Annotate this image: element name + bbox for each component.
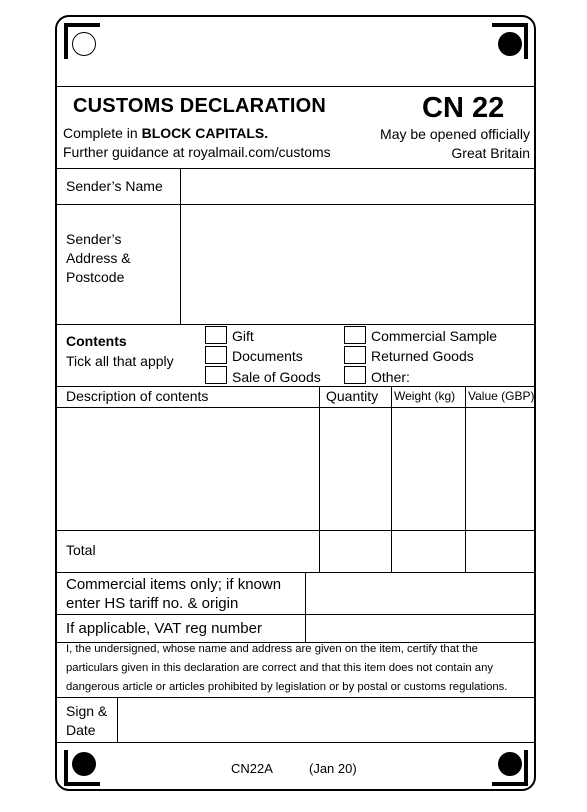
sale-of-goods-checkbox[interactable] [205, 366, 227, 384]
total-weight-field[interactable] [394, 533, 463, 570]
form-reference: CN22A [231, 761, 273, 776]
filled-circle-mark-icon [498, 752, 522, 776]
sender-name-field[interactable] [186, 170, 531, 202]
quantity-field[interactable] [322, 410, 389, 528]
hs-tariff-field[interactable] [308, 575, 534, 612]
other-option-label: Other: [371, 369, 410, 385]
description-column-header: Description of contents [66, 388, 209, 404]
description-field[interactable] [58, 410, 317, 528]
weight-field[interactable] [394, 410, 463, 528]
other-checkbox[interactable] [344, 366, 366, 384]
form-title: CUSTOMS DECLARATION [73, 95, 327, 117]
contents-label: Contents [66, 333, 127, 349]
gift-checkbox[interactable] [205, 326, 227, 344]
gift-option-label: Gift [232, 328, 254, 344]
vat-reg-label: If applicable, VAT reg number [66, 620, 262, 637]
commercial-sample-checkbox[interactable] [344, 326, 366, 344]
opened-officially-note: May be opened officially [380, 126, 530, 142]
sign-date-label: Sign & Date [66, 703, 108, 738]
hollow-circle-mark-icon [72, 32, 96, 56]
sale-of-goods-option-label: Sale of Goods [232, 369, 321, 385]
total-value-field[interactable] [468, 533, 534, 570]
guidance-url: Further guidance at royalmail.com/customs [63, 144, 331, 160]
origin-country: Great Britain [451, 145, 530, 161]
sender-name-label: Sender’s Name [66, 178, 163, 194]
documents-option-label: Documents [232, 348, 303, 364]
returned-goods-option-label: Returned Goods [371, 348, 474, 364]
form-edition: (Jan 20) [309, 761, 357, 776]
total-label: Total [66, 542, 96, 558]
commercial-sample-option-label: Commercial Sample [371, 328, 498, 344]
contents-hint: Tick all that apply [66, 353, 174, 369]
total-quantity-field[interactable] [322, 533, 389, 570]
sender-address-field[interactable] [186, 207, 531, 321]
value-field[interactable] [468, 410, 534, 528]
documents-checkbox[interactable] [205, 346, 227, 364]
hs-tariff-label: Commercial items only; if known enter HS tariff no. & origin [66, 576, 282, 612]
filled-circle-mark-icon [498, 32, 522, 56]
filled-circle-mark-icon [72, 752, 96, 776]
returned-goods-checkbox[interactable] [344, 346, 366, 364]
value-column-header: Value (GBP) [468, 389, 535, 403]
vat-reg-field[interactable] [308, 617, 534, 640]
signature-field[interactable] [121, 700, 534, 740]
form-code: CN 22 [422, 92, 505, 124]
block-capitals-instruction: Complete in BLOCK CAPITALS. [63, 125, 269, 141]
sender-address-label: Sender’s Address & Postcode [66, 231, 131, 285]
declaration-text: I, the undersigned, whose name and address are given on the item, certify that the particulars given in this declaration are correct and that this item does not contain any dangerous article or articles prohibited by legislation or by postal or customs regulations. [66, 643, 508, 693]
weight-column-header: Weight (kg) [394, 389, 456, 403]
quantity-column-header: Quantity [326, 388, 379, 404]
